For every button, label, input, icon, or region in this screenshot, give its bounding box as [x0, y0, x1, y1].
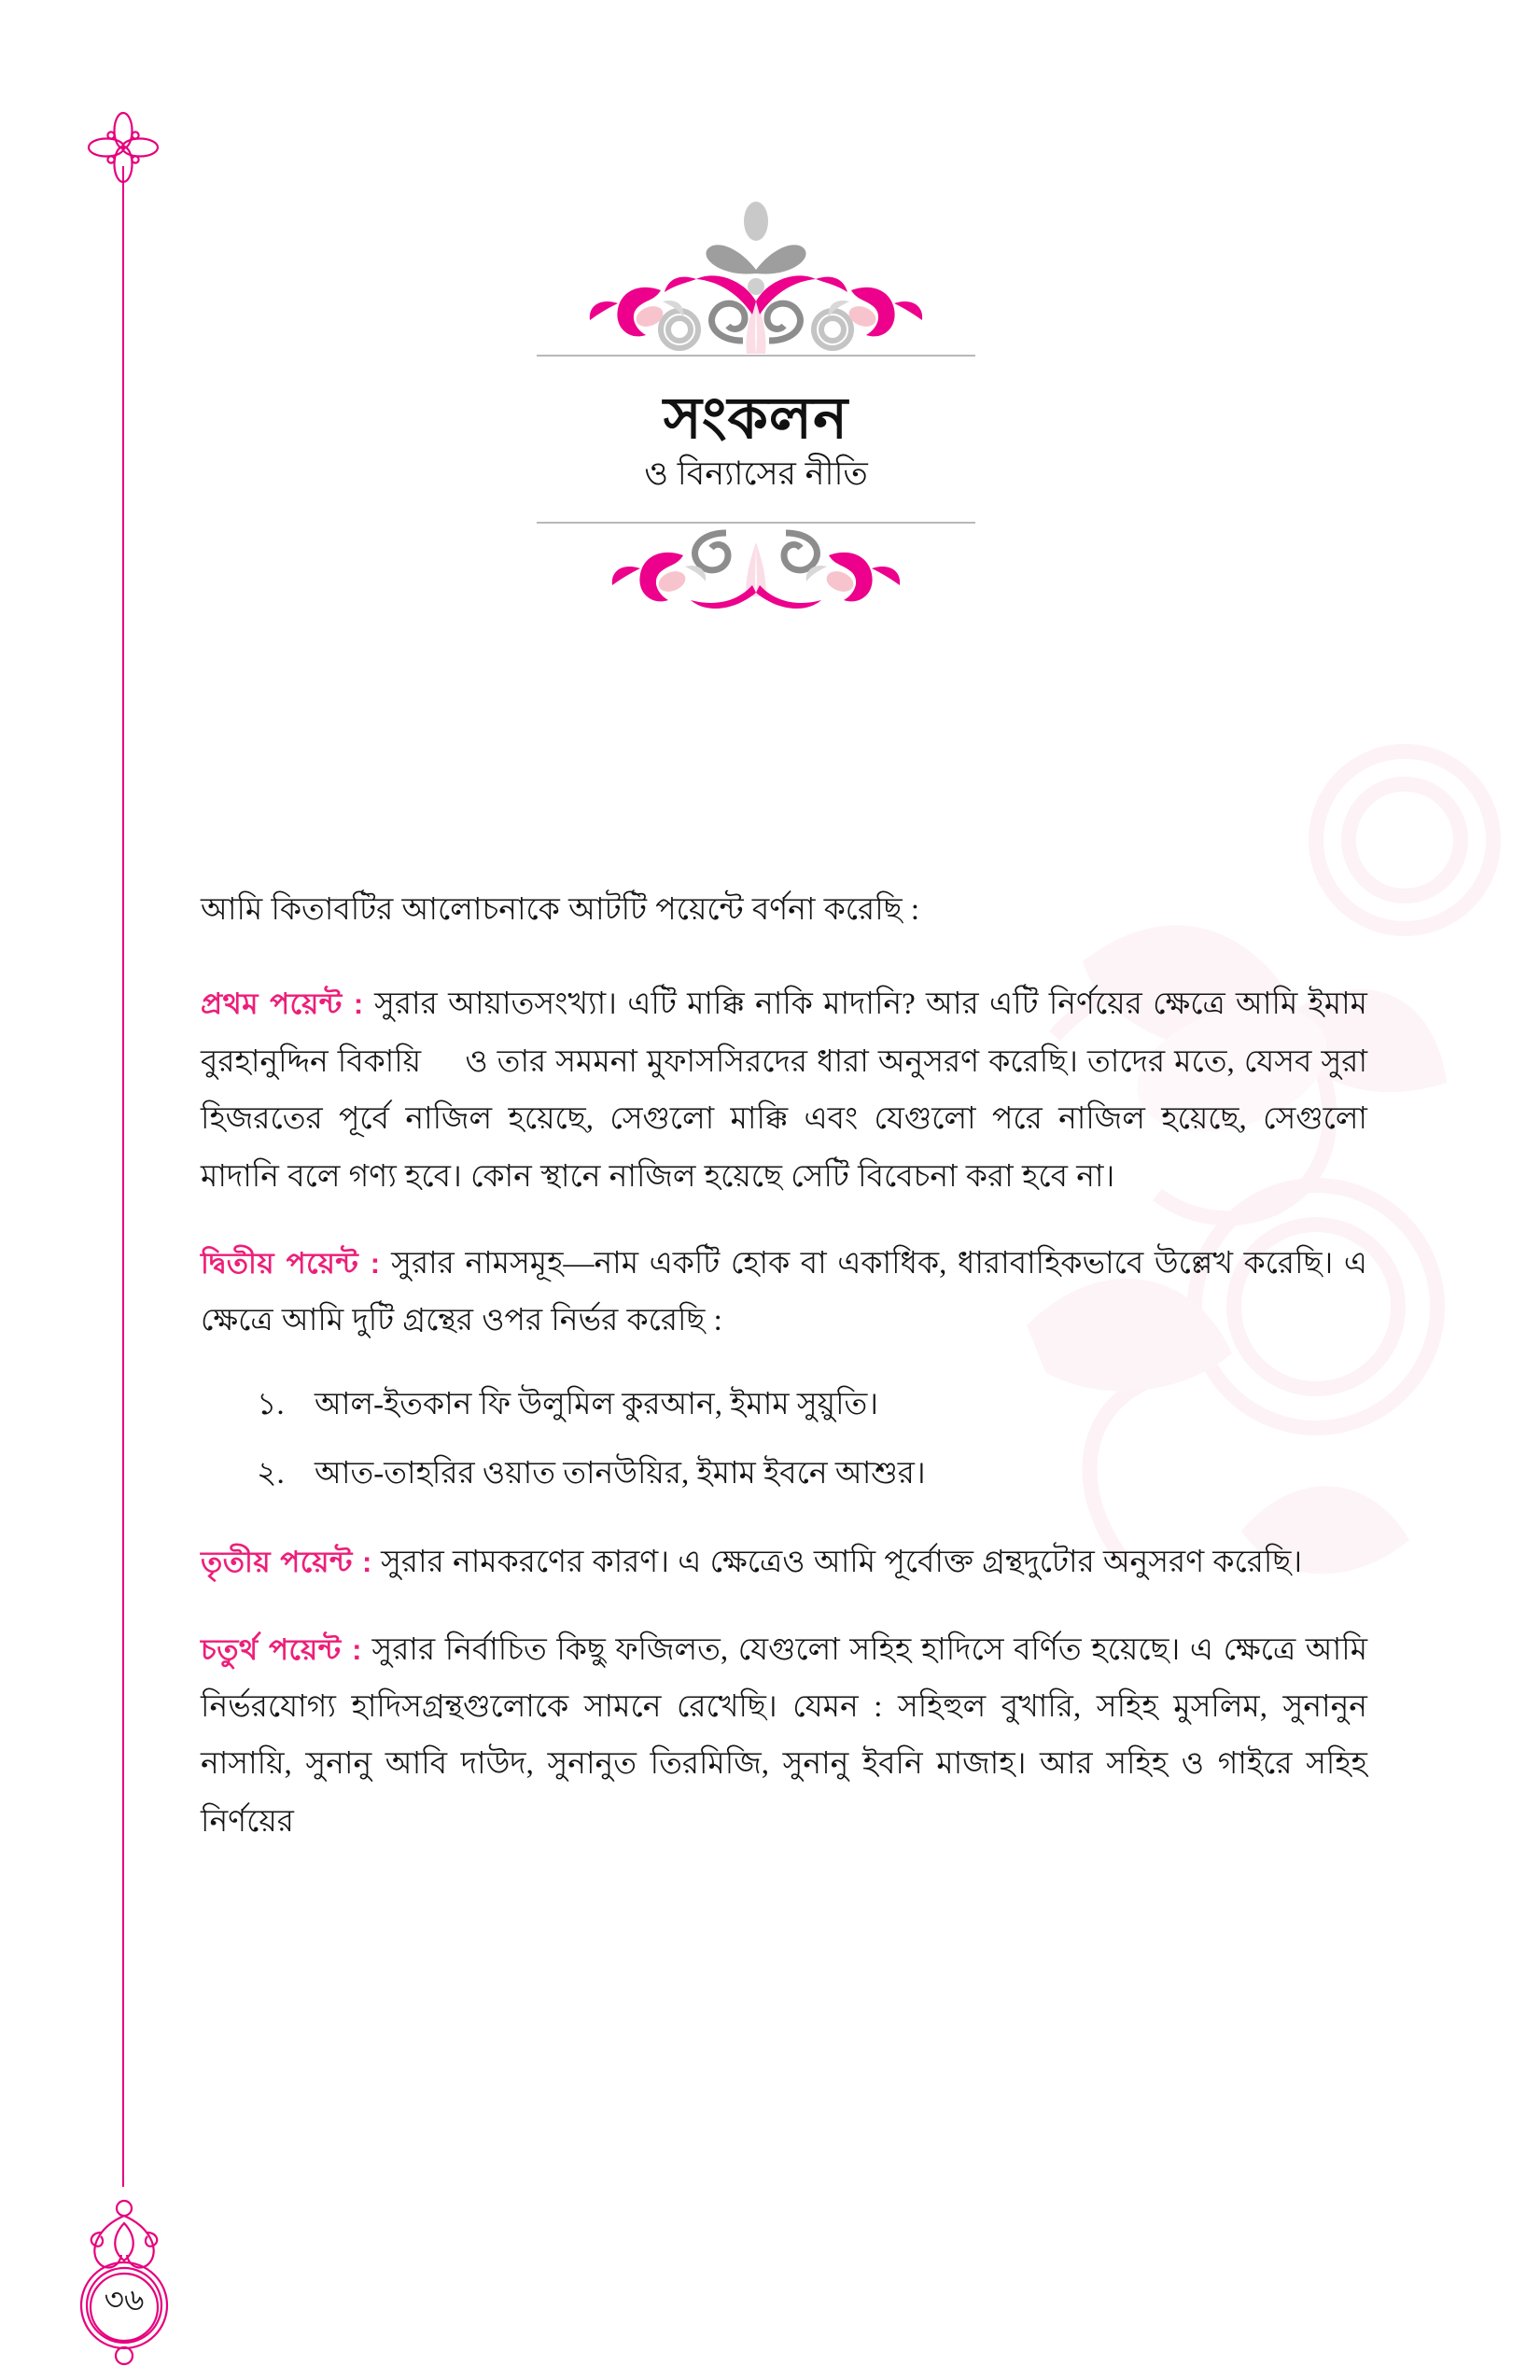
list-item-label: আত-তাহরির ওয়াত তানউয়ির, ইমাম ইবনে আশুর।	[315, 1457, 926, 1491]
reference-list	[201, 1380, 1367, 1500]
point-label-4: চতুর্থ পয়েন্ট :	[201, 1632, 362, 1666]
point-label-3: তৃতীয় পয়েন্ট :	[201, 1546, 372, 1579]
page-title: সংকলন	[663, 386, 849, 451]
page-content	[201, 882, 1367, 1851]
point-paragraph-3	[201, 1534, 1367, 1591]
list-item-number: ১.	[257, 1387, 285, 1421]
list-item-label: আল-ইতকান ফি উলুমিল কুরআন, ইমাম সুয়ুতি।	[315, 1387, 879, 1421]
point-text-3: সুরার নামকরণের কারণ। এ ক্ষেত্রেও আমি পূর্বোক্ত গ্রন্থদুটোর অনুসরণ করেছি।	[381, 1546, 1303, 1580]
point-text-1a: সুরার আয়াতসংখ্যা। এটি মাক্কি নাকি মাদানি? আর এটি নির্ণয়ের ক্ষেত্রে আমি ইমাম বুরহানুদ্দিন বিকায়ি	[201, 987, 1368, 1079]
point-paragraph-4	[201, 1622, 1367, 1852]
floral-ornament-bottom-icon	[560, 524, 952, 631]
list-item	[201, 1380, 1367, 1430]
point-text-1b: ও তার সমমনা মুফাসসিরদের ধারা অনুসরণ করেছি। তাদের মতে, যেসব সুরা হিজরতের পূর্বে নাজিল হয়েছে, সেগুলো মাক্কি এবং যেগুলো পরে নাজিল হয়েছে, সেগুলো মাদানি বলে গণ্য হবে। কোন স্থানে নাজিল হয়েছে সেটি বিবেচনা করা হবে না।	[201, 1044, 1368, 1194]
list-item-number: ২.	[257, 1457, 285, 1491]
point-text-2: সুরার নামসমূহ—নাম একটি হোক বা একাধিক, ধারাবাহিকভাবে উল্লেখ করেছি। এ ক্ষেত্রে আমি দুটি গ্রন্থের ওপর নির্ভর করেছি :	[201, 1246, 1367, 1338]
chapter-header	[317, 201, 1195, 631]
rahimahullah-icon: ﷭	[433, 1046, 454, 1075]
point-text-4: সুরার নির্বাচিত কিছু ফজিলত, যেগুলো সহিহ হাদিসে বর্ণিত হয়েছে। এ ক্ষেত্রে আমি নির্ভরযোগ্য হাদিসগ্রন্থগুলোকে সামনে রেখেছি। যেমন : সহিহুল বুখারি, সহিহ মুসলিম, সুনানুন নাসায়ি, সুনানু আবি দাউদ, সুনানুত তিরমিজি, সুনানু ইবনি মাজাহ। আর সহিহ ও গাইরে সহিহ নির্ণয়ের	[201, 1632, 1368, 1839]
point-label-2: দ্বিতীয় পয়েন্ট :	[201, 1246, 381, 1280]
page-subtitle: ও বিন্যাসের নীতি	[644, 455, 868, 492]
floral-ornament-top-icon	[560, 201, 952, 355]
header-rule-top	[537, 355, 975, 357]
intro-paragraph: আমি কিতাবটির আলোচনাকে আটটি পয়েন্টে বর্ণনা করেছি :	[201, 893, 920, 927]
rail-top-flower-ornament	[86, 110, 161, 185]
left-decorative-rail	[122, 166, 124, 2187]
point-label-1: প্রথম পয়েন্ট :	[201, 987, 364, 1021]
list-item	[201, 1449, 1367, 1499]
point-paragraph-2	[201, 1236, 1367, 1351]
page-number: ৩৬	[104, 2282, 145, 2317]
point-paragraph-1	[201, 976, 1367, 1206]
